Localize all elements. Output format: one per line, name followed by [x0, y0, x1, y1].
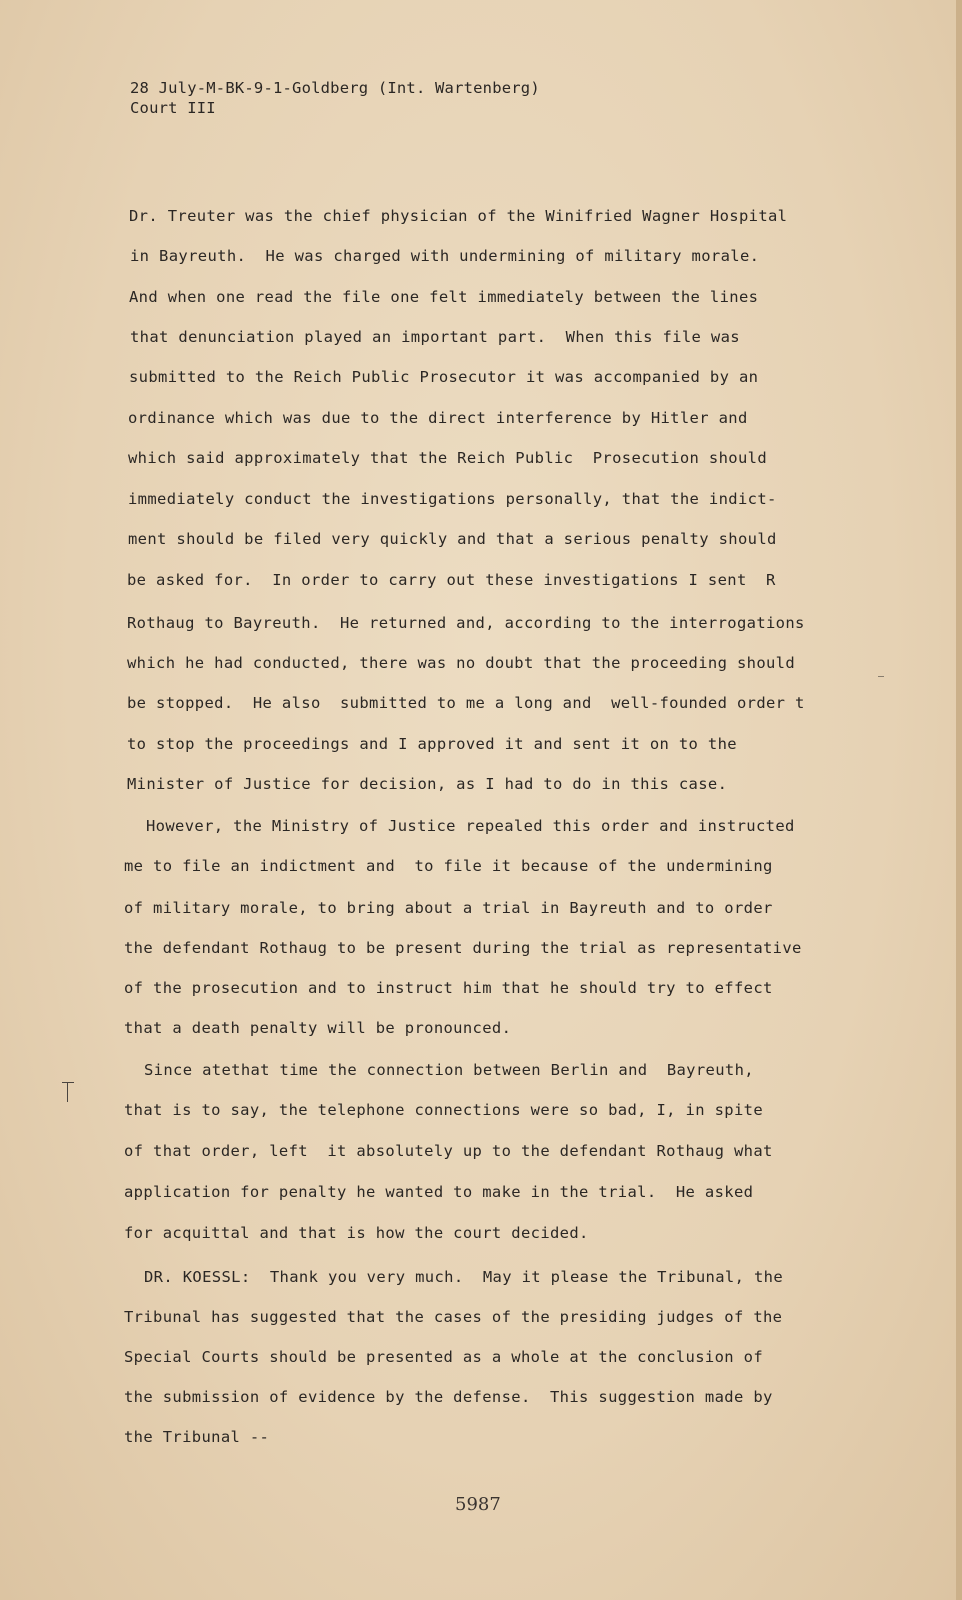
text-line: that denunciation played an important part. When this file was	[130, 328, 740, 346]
text-line: And when one read the file one felt immediately between the lines	[129, 288, 759, 306]
text-line: Tribunal has suggested that the cases of the presiding judges of the	[124, 1308, 783, 1326]
text-line: Minister of Justice for decision, as I had to do in this case.	[127, 775, 728, 793]
text-line: of military morale, to bring about a trial in Bayreuth and to order	[124, 899, 773, 917]
text-line: be stopped. He also submitted to me a long and well-founded order t	[127, 694, 805, 712]
text-line: DR. KOESSL: Thank you very much. May it please the Tribunal, the	[144, 1268, 783, 1286]
text-line: ordinance which was due to the direct interference by Hitler and	[128, 409, 748, 427]
text-line: in Bayreuth. He was charged with undermining of military morale.	[130, 247, 760, 265]
text-line: immediately conduct the investigations personally, that the indict-	[128, 490, 777, 508]
text-line: Special Courts should be presented as a whole at the conclusion of	[124, 1348, 763, 1366]
text-line: me to file an indictment and to file it because of the undermining	[124, 857, 773, 875]
page-edge	[956, 0, 962, 1600]
text-line: Since atethat time the connection between Berlin and Bayreuth,	[144, 1061, 754, 1079]
text-line: which he had conducted, there was no doubt that the proceeding should	[127, 654, 796, 672]
text-line: to stop the proceedings and I approved it and sent it on to the	[127, 735, 737, 753]
text-line: of the prosecution and to instruct him that he should try to effect	[124, 979, 773, 997]
text-line: be asked for. In order to carry out these investigations I sent R	[127, 571, 776, 589]
text-line: the defendant Rothaug to be present during the trial as representative	[124, 939, 802, 957]
stray-pen-mark	[878, 676, 884, 677]
text-line: Dr. Treuter was the chief physician of the Winifried Wagner Hospital	[129, 207, 788, 225]
text-line: for acquittal and that is how the court decided.	[124, 1224, 589, 1242]
text-line: application for penalty he wanted to make in the trial. He asked	[124, 1183, 754, 1201]
text-line: the Tribunal --	[124, 1428, 270, 1446]
text-line: that is to say, the telephone connections were so bad, I, in spite	[124, 1101, 763, 1119]
text-line: that a death penalty will be pronounced.	[124, 1019, 512, 1037]
text-line: Rothaug to Bayreuth. He returned and, according to the interrogations	[127, 614, 805, 632]
text-line: ment should be filed very quickly and that a serious penalty should	[128, 530, 777, 548]
text-line: which said approximately that the Reich Public Prosecution should	[128, 449, 767, 467]
text-line: the submission of evidence by the defense. This suggestion made by	[124, 1388, 773, 1406]
header-court-line: Court III	[130, 99, 216, 117]
header-reference-line: 28 July-M-BK-9-1-Goldberg (Int. Wartenberg)	[130, 79, 540, 97]
page-number: 5987	[455, 1494, 501, 1515]
document-header	[130, 78, 540, 118]
text-line: However, the Ministry of Justice repealed this order and instructed	[146, 817, 795, 835]
text-line: submitted to the Reich Public Prosecutor it was accompanied by an	[129, 368, 759, 386]
stray-pen-mark	[67, 1082, 68, 1102]
text-line: of that order, left it absolutely up to the defendant Rothaug what	[124, 1142, 773, 1160]
stray-pen-mark	[62, 1082, 74, 1083]
